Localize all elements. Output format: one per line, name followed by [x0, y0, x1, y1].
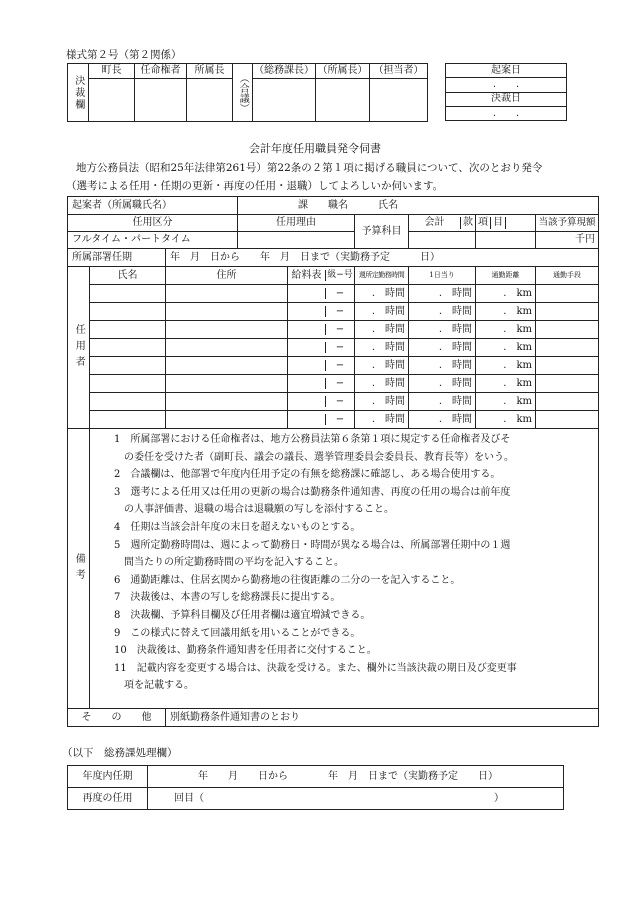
appointee-row: [68, 339, 599, 357]
notes-side-label: 備考: [68, 429, 90, 709]
appointee-name-cell[interactable]: [90, 303, 166, 321]
appointee-header-commute-means: 通勤手段: [536, 267, 599, 285]
grade-dash: −: [325, 306, 354, 318]
approval-stamp-mayor[interactable]: [89, 79, 135, 122]
approval-stamp-general-affairs[interactable]: [253, 79, 316, 122]
moku-label: 目: [490, 217, 505, 229]
appointee-row: [68, 321, 599, 339]
appointee-name-cell[interactable]: [90, 321, 166, 339]
main-form-table: [67, 196, 599, 727]
appointee-distance-cell[interactable]: . km: [476, 375, 536, 393]
decision-date-label: 決裁日: [446, 92, 567, 106]
appointee-row: [68, 357, 599, 375]
draft-date-field[interactable]: . .: [446, 78, 567, 92]
appointee-header-daily-hours: 1日当り: [409, 267, 476, 285]
approval-stamp-dept-head[interactable]: [187, 79, 233, 122]
admin-reappointment-label: 再度の任用: [68, 788, 148, 810]
form-label: 様式第２号（第２関係）: [66, 49, 182, 61]
appointee-address-cell[interactable]: [166, 411, 288, 429]
appointee-header-commute-distance: 通勤距離: [476, 267, 536, 285]
note-5-line-2: 間当たりの所定勤務時間の平均を記入すること。: [124, 557, 344, 569]
admin-reappointment-value[interactable]: 回目（ ）: [148, 788, 564, 810]
appointee-daily-hours-cell[interactable]: . 時間: [409, 303, 476, 321]
appointee-header-salary: [288, 267, 355, 285]
approval-header-general-affairs: （総務課長）: [253, 64, 316, 79]
note-1-line-1: 1 所属部署における任命権者は、地方公務員法第６条第１項に規定する任命権者及びそ: [114, 434, 511, 445]
appointee-salary-cell[interactable]: [288, 339, 355, 357]
appointee-weekly-hours-cell[interactable]: . 時間: [355, 375, 409, 393]
appointee-row: [68, 285, 599, 303]
appointment-reason-label: 任用理由: [238, 215, 355, 232]
drafter-label: 起案者（所属職氏名）: [68, 197, 238, 215]
appointee-means-cell[interactable]: [536, 357, 599, 375]
appointee-daily-hours-cell[interactable]: . 時間: [409, 393, 476, 411]
appointee-distance-cell[interactable]: . km: [476, 357, 536, 375]
approval-header-mayor: 町長: [89, 64, 135, 79]
appointee-row: [68, 303, 599, 321]
budget-kou-moku-value[interactable]: [476, 232, 536, 249]
admin-term-value[interactable]: 年 月 日から 年 月 日まで（実勤務予定 日）: [148, 766, 564, 788]
admin-caption: （以下 総務課処理欄）: [62, 747, 178, 759]
appointment-reason-value[interactable]: [238, 232, 355, 249]
budget-account-header: [409, 215, 476, 232]
appointee-address-cell[interactable]: [166, 375, 288, 393]
appointee-daily-hours-cell[interactable]: . 時間: [409, 411, 476, 429]
appointee-salary-cell[interactable]: [288, 285, 355, 303]
note-7: 7 決裁後は、本書の写しを総務課長に提出する。: [114, 592, 341, 604]
approval-side-label: 決裁欄: [68, 64, 89, 122]
approval-header-dept-head: 所属長: [187, 64, 233, 79]
appointee-name-cell[interactable]: [90, 357, 166, 375]
appointee-daily-hours-cell[interactable]: . 時間: [409, 321, 476, 339]
appointee-weekly-hours-cell[interactable]: . 時間: [355, 285, 409, 303]
appointee-header-weekly-hours: 週所定勤務時間: [355, 267, 409, 285]
appointee-weekly-hours-cell[interactable]: . 時間: [355, 321, 409, 339]
approval-stamp-appointer[interactable]: [135, 79, 187, 122]
appointee-weekly-hours-cell[interactable]: . 時間: [355, 393, 409, 411]
admin-table: [67, 765, 564, 810]
appointee-salary-cell[interactable]: [288, 375, 355, 393]
appointees-side-label: 任用者: [68, 267, 90, 429]
budget-current-label: 当該予算現額: [536, 215, 599, 232]
approval-stamp-dept-head-2[interactable]: [316, 79, 370, 122]
approval-stamp-staff[interactable]: [370, 79, 428, 122]
appointee-row: [68, 375, 599, 393]
note-5-line-1: 5 週所定勤務時間は、週によって勤務日・時間が異なる場合は、所属部署任期中の１週: [114, 539, 511, 551]
other-value[interactable]: 別紙勤務条件通知書のとおり: [166, 709, 599, 727]
intro-line-2: （選考による任用・任期の更新・再度の任用・退職）してよろしいか伺います。: [66, 180, 444, 192]
appointee-name-cell[interactable]: [90, 411, 166, 429]
appointee-salary-cell[interactable]: [288, 357, 355, 375]
appointee-means-cell[interactable]: [536, 339, 599, 357]
note-8: 8 決裁欄、予算科目欄及び任用者欄は適宜増減できる。: [114, 609, 371, 621]
appointee-weekly-hours-cell[interactable]: . 時間: [355, 303, 409, 321]
appointee-means-cell[interactable]: [536, 411, 599, 429]
appointee-header-name: 氏名: [90, 267, 166, 285]
grade-dash: −: [325, 342, 354, 354]
appointee-address-cell[interactable]: [166, 285, 288, 303]
approval-header-consult: （合議）: [233, 64, 253, 122]
term-label: 所属部署任期: [68, 249, 166, 267]
appointee-salary-cell[interactable]: [288, 321, 355, 339]
appointee-header-address: 住所: [166, 267, 288, 285]
grade-header: 級−号: [325, 270, 354, 282]
note-10: 10 決裁後は、勤務条件通知書を任用者に交付すること。: [114, 645, 377, 657]
appointee-address-cell[interactable]: [166, 357, 288, 375]
appointee-row: [68, 393, 599, 411]
appointee-weekly-hours-cell[interactable]: . 時間: [355, 357, 409, 375]
grade-dash: −: [325, 360, 354, 372]
appointee-distance-cell[interactable]: . km: [476, 393, 536, 411]
dates-table: [445, 63, 567, 121]
appointee-means-cell[interactable]: [536, 285, 599, 303]
note-11-line-1: 11 記載内容を変更する場合は、決裁を受ける。また、欄外に当該決裁の期日及び変更事: [114, 662, 517, 674]
draft-date-label: 起案日: [446, 64, 567, 78]
appointee-distance-cell[interactable]: . km: [476, 303, 536, 321]
kan-label: 款: [460, 217, 475, 229]
salary-table-header: 給料表: [291, 269, 322, 281]
grade-dash: −: [325, 414, 354, 426]
approval-table: [67, 63, 428, 122]
appointee-means-cell[interactable]: [536, 375, 599, 393]
appointee-daily-hours-cell[interactable]: . 時間: [409, 339, 476, 357]
note-6: 6 通勤距離は、住居玄関から勤務地の往復距離の二分の一を記入すること。: [114, 574, 461, 586]
grade-dash: −: [325, 396, 354, 408]
appointee-means-cell[interactable]: [536, 303, 599, 321]
decision-date-field[interactable]: . .: [446, 106, 567, 120]
note-3-line-2: の人事評価書、退職の場合は退職願の写しを添付すること。: [124, 504, 394, 516]
grade-dash: −: [325, 288, 354, 300]
appointee-salary-cell[interactable]: [288, 393, 355, 411]
budget-kou-moku-header: [476, 215, 536, 232]
appointee-means-cell[interactable]: [536, 321, 599, 339]
appointee-address-cell[interactable]: [166, 339, 288, 357]
note-2: 2 合議欄は、他部署で年度内任用予定の有無を総務課に確認し、ある場合使用する。: [114, 469, 501, 481]
note-1-line-2: の委任を受けた者（副町長、議会の議長、選挙管理委員会委員長、教育長等）をいう。: [124, 451, 514, 463]
appointee-address-cell[interactable]: [166, 321, 288, 339]
appointee-address-cell[interactable]: [166, 303, 288, 321]
note-4: 4 任期は当該会計年度の末日を超えないものとする。: [114, 521, 361, 533]
notes-content: [90, 429, 599, 709]
appointee-distance-cell[interactable]: . km: [476, 411, 536, 429]
approval-header-appointer: 任命権者: [135, 64, 187, 79]
budget-item-label: 予算科目: [355, 215, 409, 249]
appointment-type-label: 任用区分: [68, 215, 238, 232]
admin-term-label: 年度内任期: [68, 766, 148, 788]
appointee-means-cell[interactable]: [536, 393, 599, 411]
approval-header-dept-head-2: （所属長）: [316, 64, 370, 79]
appointee-distance-cell[interactable]: . km: [476, 321, 536, 339]
other-label: そ の 他: [68, 709, 166, 727]
appointee-distance-cell[interactable]: . km: [476, 339, 536, 357]
appointee-name-cell[interactable]: [90, 285, 166, 303]
appointee-weekly-hours-cell[interactable]: . 時間: [355, 411, 409, 429]
note-3-line-1: 3 選考による任用又は任用の更新の場合は勤務条件通知書、再度の任用の場合は前年度: [114, 486, 511, 498]
appointee-distance-cell[interactable]: . km: [476, 285, 536, 303]
appointee-name-cell[interactable]: [90, 375, 166, 393]
budget-account-value[interactable]: [409, 232, 476, 249]
appointee-salary-cell[interactable]: [288, 303, 355, 321]
appointee-row: [68, 411, 599, 429]
appointee-name-cell[interactable]: [90, 393, 166, 411]
account-label: 会計: [424, 217, 445, 229]
intro-line-1: 地方公務員法（昭和25年法律第261号）第22条の２第１項に掲げる職員について、次のとおり発令: [76, 162, 543, 174]
appointee-name-cell[interactable]: [90, 339, 166, 357]
drafter-fields[interactable]: 課 職名 氏名: [238, 197, 599, 215]
appointee-weekly-hours-cell[interactable]: . 時間: [355, 339, 409, 357]
approval-header-staff: （担当者）: [370, 64, 428, 79]
appointee-daily-hours-cell[interactable]: . 時間: [409, 375, 476, 393]
appointee-address-cell[interactable]: [166, 393, 288, 411]
appointee-daily-hours-cell[interactable]: . 時間: [409, 285, 476, 303]
appointee-salary-cell[interactable]: [288, 411, 355, 429]
kou-label: 項: [478, 217, 488, 229]
grade-dash: −: [325, 324, 354, 336]
budget-current-value[interactable]: 千円: [536, 232, 599, 249]
document-title: 会計年度任用職員発令伺書: [249, 142, 381, 155]
term-value[interactable]: 年 月 日から 年 月 日まで（実勤務予定 日）: [166, 249, 599, 267]
note-9: 9 この様式に替えて回議用紙を用いることができる。: [114, 627, 361, 639]
appointee-daily-hours-cell[interactable]: . 時間: [409, 357, 476, 375]
note-11-line-2: 項を記載する。: [124, 680, 194, 692]
grade-dash: −: [325, 378, 354, 390]
appointment-type-value[interactable]: フルタイム・パートタイム: [68, 232, 238, 249]
